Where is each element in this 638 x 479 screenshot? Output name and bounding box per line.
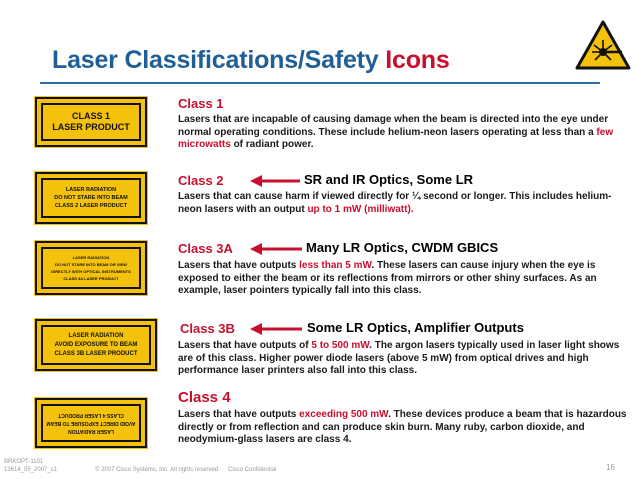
class3a-description bbox=[178, 260, 628, 298]
class3a-arrow-icon bbox=[250, 242, 302, 256]
class4-description bbox=[178, 409, 628, 447]
class3b-description bbox=[178, 340, 628, 378]
class2-arrow-icon bbox=[250, 174, 300, 188]
label-line: CLASS 3B LASER PRODUCT bbox=[54, 350, 138, 357]
desc-text: . These lasers can cause injury when the eye is exposed to either the beam or its reflections from mirrors or other shiny surfaces. As an example, laser pointers typically fall into this class. bbox=[178, 260, 597, 297]
label-line: CLASS 3A LASER PRODUCT bbox=[63, 276, 119, 281]
title-main: Laser Classifications/Safety bbox=[52, 46, 386, 74]
class4-warning-label bbox=[35, 398, 147, 448]
desc-text: of radiant power. bbox=[230, 139, 314, 151]
desc-text: Lasers that have outputs bbox=[178, 409, 300, 420]
class2-note: SR and IR Optics, Some LR bbox=[304, 172, 474, 187]
title-accent: Icons bbox=[385, 46, 450, 74]
title-underline bbox=[40, 82, 600, 84]
class3b-heading: Class 3B bbox=[180, 321, 235, 336]
class4-heading: Class 4 bbox=[178, 389, 231, 406]
footer-copyright: © 2007 Cisco Systems, Inc. All rights reserved. bbox=[95, 467, 220, 473]
class3b-note: Some LR Optics, Amplifier Outputs bbox=[307, 320, 524, 335]
class3a-heading: Class 3A bbox=[178, 241, 233, 256]
desc-highlight: few microwatts bbox=[178, 126, 614, 151]
label-line: DIRECTLY WITH OPTICAL INSTRUMENTS bbox=[51, 269, 131, 274]
desc-text: Lasers that have outputs of bbox=[178, 340, 312, 351]
class3a-warning-label bbox=[35, 241, 147, 295]
desc-text: . These devices produce a beam that is hazardous directly or from reflection and can produce skin burn. Many ruby, carbon dioxide, and neodymium-glass lasers are class 4. bbox=[178, 409, 627, 446]
label-line: DO NOT STARE INTO BEAM bbox=[54, 195, 128, 201]
label-line: DO NOT STARE INTO BEAM OR VIEW bbox=[55, 262, 127, 267]
desc-text: Lasers that have outputs bbox=[178, 260, 300, 271]
desc-highlight: exceeding 500 mW bbox=[299, 409, 389, 420]
label-line: LASER RADIATION bbox=[72, 255, 110, 260]
label-line: LASER RADIATION bbox=[68, 332, 124, 339]
footer-doc-id: 13614_05_2007_c1 bbox=[4, 467, 58, 473]
desc-highlight: 5 to 500 mW bbox=[311, 340, 370, 351]
class1-description bbox=[178, 114, 628, 152]
class1-heading: Class 1 bbox=[178, 96, 224, 111]
label-line: AVOID EXPOSURE TO BEAM bbox=[54, 341, 138, 348]
label-line: LASER PRODUCT bbox=[52, 122, 130, 132]
slide-title bbox=[52, 46, 450, 75]
label-line: LASER RADIATION bbox=[65, 187, 117, 193]
class3b-warning-label bbox=[35, 319, 157, 371]
footer-confidential: Cisco Confidential bbox=[228, 467, 277, 473]
label-line: LASER RADIATION bbox=[68, 428, 114, 434]
desc-text: . The argon lasers typically used in laser light shows are of this class. Higher power diode lasers (above 5 mW) from optical drives and high performance laser printers also fall into this class. bbox=[178, 340, 620, 377]
label-line: AVOID DIRECT EXPOSURE TO BEAM bbox=[46, 420, 136, 426]
label-line: CLASS 1 bbox=[71, 111, 110, 121]
page-number: 16 bbox=[606, 463, 615, 472]
class2-description bbox=[178, 191, 628, 216]
class2-heading: Class 2 bbox=[178, 173, 224, 188]
desc-text: Lasers that can cause harm if viewed directly for ¼ second or longer. This includes helium-neon lasers with an output bbox=[178, 191, 612, 215]
class2-warning-label bbox=[35, 172, 147, 224]
class3a-note: Many LR Optics, CWDM GBICS bbox=[306, 240, 499, 255]
class1-warning-label bbox=[35, 97, 147, 147]
desc-highlight: up to 1 mW (milliwatt). bbox=[307, 203, 414, 215]
label-line: CLASS 4 LASER PRODUCT bbox=[58, 412, 124, 418]
desc-highlight: less than 5 mW bbox=[299, 260, 372, 271]
laser-hazard-icon bbox=[572, 16, 634, 78]
label-line: CLASS 2 LASER PRODUCT bbox=[54, 203, 128, 209]
footer-session-id: BRKOPT-1101 bbox=[4, 459, 44, 465]
desc-text: Lasers that are incapable of causing damage when the beam is directed into the eye under normal operating conditions. These include helium-neon lasers operating at less than a bbox=[178, 114, 609, 138]
class3b-arrow-icon bbox=[250, 322, 302, 336]
